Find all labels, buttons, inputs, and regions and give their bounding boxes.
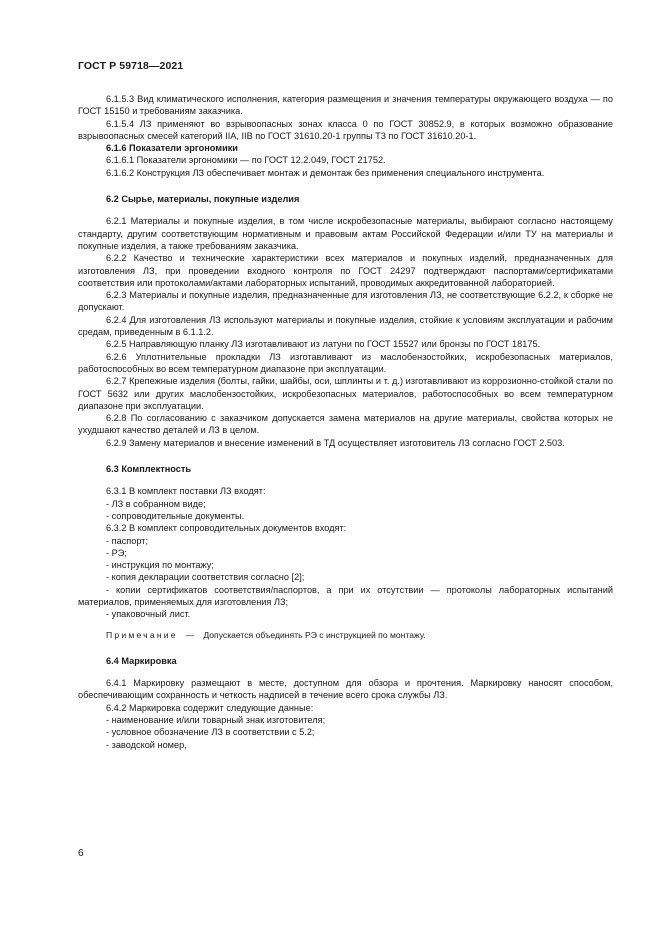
paragraph: 6.4.1 Маркировку размещают в месте, доступном для обзора и прочтения. Маркировку наносят способом, обеспечивающим сохранность и четкость надписей в течение всего срока службы ЛЗ. <box>78 678 613 701</box>
paragraph: 6.1.6.1 Показатели эргономики — по ГОСТ 12.2.049, ГОСТ 21752. <box>106 155 386 166</box>
section-heading: 6.3 Комплектность <box>106 464 191 475</box>
paragraph: 6.2.6 Уплотнительные прокладки ЛЗ изготавливают из маслобензостойких, искробезопасных материалов, работоспособных во всем температурном диапазоне при эксплуатации. <box>78 351 613 374</box>
paragraph: 6.2.4 Для изготовления ЛЗ используют материалы и покупные изделия, стойкие к условиям эксплуатации и рабочим средам, приведенным в 6.1.1.2. <box>78 314 613 338</box>
list-item: - заводской номер, <box>106 739 187 750</box>
document-body <box>78 93 613 751</box>
paragraph: 6.2.9 Замену материалов и внесение изменений в ТД осуществляет изготовитель ЛЗ согласно ГОСТ 2.503. <box>106 437 565 448</box>
list-item: - сопроводительные документы. <box>106 510 245 521</box>
paragraph: 6.2.1 Материалы и покупные изделия, в том числе искробезопасные материалы, выбирают согласно настоящему стандарту, другим соответствующим нормативным и правовым актам Российской Федерации и/или ТУ на материалы и покупные изделия, а также требованиям заказчика. <box>78 216 613 251</box>
paragraph: 6.2.7 Крепежные изделия (болты, гайки, шайбы, оси, шплинты и т. д.) изготавливают из коррозионно-стойкой стали по ГОСТ 5632 или других маслобензостойких, искробезопасных материалов, работоспособных во всем температурном диапазоне при эксплуатации. <box>78 376 613 411</box>
document-header: ГОСТ Р 59718—2021 <box>78 60 184 72</box>
paragraph: 6.1.5.4 ЛЗ применяют во взрывоопасных зонах класса 0 по ГОСТ 30852.9, в которых возможно образование взрывоопасных смесей категорий IIA, IIB по ГОСТ 31610.20-1 группы Т3 по ГОСТ 31610.20-1. <box>78 118 613 141</box>
paragraph: 6.1.5.3 Вид климатического исполнения, категория размещения и значения температуры окружающего воздуха — по ГОСТ 15150 и требованиям заказчика. <box>78 94 613 117</box>
list-item: - ЛЗ в собранном виде; <box>106 498 206 509</box>
note-dash: — <box>185 629 195 640</box>
list-item: - инструкция по монтажу; <box>106 560 214 571</box>
paragraph: 6.2.5 Направляющую планку ЛЗ изготавливают из латуни по ГОСТ 15527 или бронзы по ГОСТ 18175. <box>106 339 541 350</box>
note-text: Допускается объединять РЭ с инструкцией по монтажу. <box>203 629 426 640</box>
paragraph: 6.3.2 В комплект сопроводительных документов входят: <box>106 523 347 534</box>
list-item: - копии сертификатов соответствия/паспортов, а при их отсутствии — протоколы лабораторных испытаний материалов, применяемых для изготовления ЛЗ; <box>78 584 613 607</box>
note-label: Примечание <box>106 629 178 640</box>
paragraph: 6.2.3 Материалы и покупные изделия, предназначенные для изготовления ЛЗ, не соответствующие 6.2.2, к сборке не допускают. <box>78 290 613 313</box>
list-item: - наименование и/или товарный знак изготовителя; <box>106 715 326 726</box>
subsection-heading: 6.1.6 Показатели эргономики <box>106 143 238 154</box>
section-heading: 6.4 Маркировка <box>106 655 177 666</box>
list-item: - упаковочный лист. <box>106 609 191 620</box>
list-item: - копия декларации соответствия согласно [2]; <box>106 572 305 583</box>
note <box>78 629 613 641</box>
list-item: - паспорт; <box>106 535 149 546</box>
paragraph: 6.1.6.2 Конструкция ЛЗ обеспечивает монтаж и демонтаж без применения специального инструмента. <box>106 167 545 178</box>
paragraph: 6.4.2 Маркировка содержит следующие данные: <box>106 702 314 713</box>
list-item: - условное обозначение ЛЗ в соответствии с 5.2; <box>106 727 315 738</box>
page-number: 6 <box>78 848 84 859</box>
paragraph: 6.3.1 В комплект поставки ЛЗ входят: <box>106 486 266 497</box>
section-heading: 6.2 Сырье, материалы, покупные изделия <box>106 194 300 205</box>
list-item: - РЭ; <box>106 547 127 558</box>
paragraph: 6.2.2 Качество и технические характеристики всех материалов и покупных изделий, предназначенных для изготовления ЛЗ, при проведении входного контроля по ГОСТ 24297 подтверждают паспортами/сертификатами соответствия или протоколами/актами лабораторных испытаний, проводимых аккредитованной лабораторией. <box>78 253 613 288</box>
paragraph: 6.2.8 По согласованию с заказчиком допускается замена материалов на другие материалы, свойства которых не ухудшают качество деталей и ЛЗ в целом. <box>78 413 613 436</box>
